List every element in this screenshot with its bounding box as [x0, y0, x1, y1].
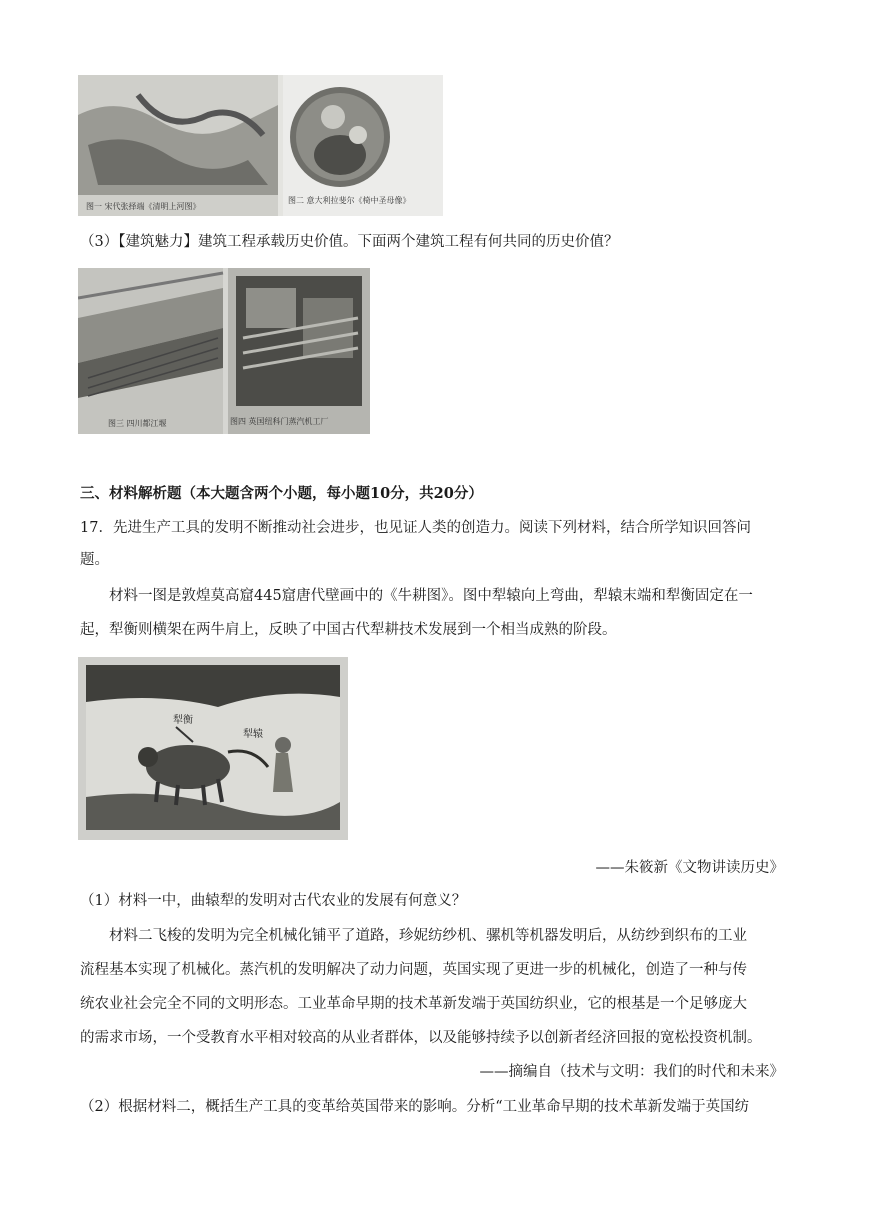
question-17-line-2: 题。 — [80, 552, 109, 568]
mural-label-curved-shaft: 犁辕 — [243, 729, 263, 740]
material-2-line-2: 流程基本实现了机械化。蒸汽机的发明解决了动力问题，英国实现了更进一步的机械化，创造了一种与传 — [80, 962, 747, 978]
top-figures-photo — [78, 75, 443, 216]
material-2-line-4: 的需求市场，一个受教育水平相对较高的从业者群体，以及能够持续予以创新者经济回报的宽松投资机制。 — [80, 1030, 762, 1046]
material-2-line-1: 材料二飞梭的发明为完全机械化铺平了道路，珍妮纺纱机、骡机等机器发明后，从纺纱到织布的工业 — [109, 928, 747, 944]
question-17-line-1: 17．先进生产工具的发明不断推动社会进步，也见证人类的创造力。阅读下列材料，结合所学知识回答问 — [80, 520, 751, 536]
sub-question-2: （2）根据材料二，概括生产工具的变革给英国带来的影响。分析“工业革命早期的技术革新发端于英国纺 — [80, 1099, 750, 1115]
question-3: （3）【建筑魅力】建筑工程承载历史价值。下面两个建筑工程有何共同的历史价值？ — [80, 234, 619, 250]
sub-question-1: （1）材料一中，曲辕犁的发明对古代农业的发展有何意义？ — [80, 893, 467, 909]
material-2-line-3: 统农业社会完全不同的文明形态。工业革命早期的技术革新发端于英国纺织业，它的根基是一个足够庞大 — [80, 996, 747, 1012]
figure-2-caption: 图二 意大利拉斐尔《椅中圣母像》 — [288, 196, 411, 205]
material-1-line-2: 起，犁衡则横架在两牛肩上，反映了中国古代犁耕技术发展到一个相当成熟的阶段。 — [80, 622, 617, 638]
ox-plough-mural-photo — [78, 657, 348, 840]
material-2-source: ——摘编自（技术与文明：我们的时代和未来》 — [479, 1064, 784, 1080]
figure-1-caption: 图一 宋代张择端《清明上河图》 — [86, 202, 201, 211]
figure-3-caption: 图三 四川都江堰 — [108, 419, 167, 428]
material-1-line-1: 材料一图是敦煌莫高窟445窟唐代壁画中的《牛耕图》。图中犁辕向上弯曲，犁辕末端和犁衡固定在一 — [109, 588, 753, 604]
section-3-heading: 三、材料解析题（本大题含两个小题，每小题10分，共20分） — [80, 485, 483, 502]
mural-label-plough-beam: 犁衡 — [173, 715, 193, 726]
figure-4-caption: 图四 英国纽科门蒸汽机工厂 — [230, 417, 329, 426]
material-1-source: ——朱筱新《文物讲读历史》 — [595, 860, 784, 876]
architecture-figures-photo — [78, 268, 370, 434]
